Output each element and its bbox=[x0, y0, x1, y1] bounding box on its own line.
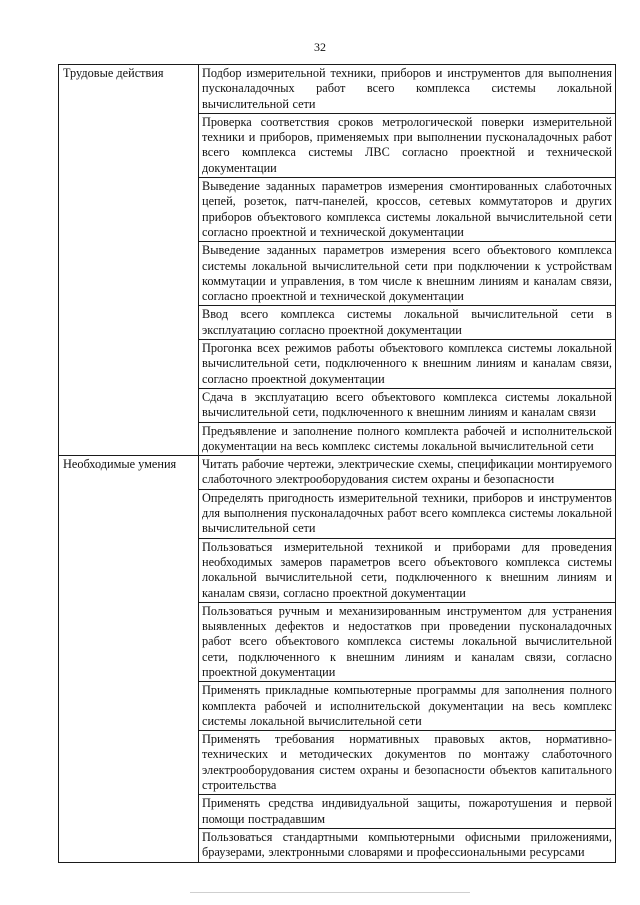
skill-item: Пользоваться стандартными компьютерными офисными приложениями, браузерами, электронными словарями и профессиональными ресурсами bbox=[199, 828, 616, 862]
table-row bbox=[59, 65, 616, 114]
skill-item: Применять прикладные компьютерные программы для заполнения полного комплекта рабочей и исполнительской документации на весь комплекс системы локальной вычислительной сети bbox=[199, 682, 616, 731]
skill-item: Пользоваться измерительной техникой и приборами для проведения необходимых замеров параметров всего объектового комплекса системы локальной вычислительной сети, подключенного к внешним линиям и каналам связи, согласно проектной документации bbox=[199, 538, 616, 602]
labor-action-item: Выведение заданных параметров измерения смонтированных слаботочных цепей, розеток, патч-панелей, кроссов, сетевых коммутаторов и других приборов объектового комплекса системы локальной вычислительной сети согласно проектной и технической документации bbox=[199, 178, 616, 242]
section-label-required-skills: Необходимые умения bbox=[59, 456, 199, 862]
skill-item: Применять требования нормативных правовых актов, нормативно-технических и методических документов по монтажу слаботочного электрооборудования систем охраны и безопасности объектов капитального строительства bbox=[199, 731, 616, 795]
table-row bbox=[59, 456, 616, 490]
page-number: 32 bbox=[314, 40, 326, 54]
skill-item: Читать рабочие чертежи, электрические схемы, спецификации монтируемого слаботочного электрооборудования систем охраны и безопасности bbox=[199, 456, 616, 490]
labor-action-item: Подбор измерительной техники, приборов и инструментов для выполнения пусконаладочных работ всего комплекса системы локальной вычислительной сети bbox=[199, 65, 616, 114]
skill-item: Применять средства индивидуальной защиты, пожаротушения и первой помощи пострадавшим bbox=[199, 795, 616, 829]
page-bottom-rule bbox=[190, 892, 470, 893]
labor-action-item: Прогонка всех режимов работы объектового комплекса системы локальной вычислительной сети, подключенного к внешним линиям и каналам связи, согласно проектной документации bbox=[199, 340, 616, 389]
labor-action-item: Предъявление и заполнение полного комплекта рабочей и исполнительской документации на весь комплекс системы локальной вычислительной сети bbox=[199, 422, 616, 456]
section-label-labor-actions: Трудовые действия bbox=[59, 65, 199, 456]
labor-action-item: Проверка соответствия сроков метрологической поверки измерительной техники и приборов, применяемых при выполнении пусконаладочных работ всего комплекса системы ЛВС согласно проектной и технической документации bbox=[199, 113, 616, 177]
labor-action-item: Выведение заданных параметров измерения всего объектового комплекса системы локальной вычислительной сети при подключении к устройствам коммутации и управления, в том числе к внешним линиям и каналам связи, согласно проектной и технической документации bbox=[199, 242, 616, 306]
labor-action-item: Сдача в эксплуатацию всего объектового комплекса системы локальной вычислительной сети, подключенного к внешним линиям и каналам связи bbox=[199, 388, 616, 422]
labor-function-table bbox=[58, 64, 616, 863]
skill-item: Пользоваться ручным и механизированным инструментом для устранения выявленных дефектов и недостатков при проведении пусконаладочных работ всего объектового комплекса системы локальной вычислительной сети, подключенного к внешним линиям и каналам связи, согласно проектной документации bbox=[199, 602, 616, 681]
labor-action-item: Ввод всего комплекса системы локальной вычислительной сети в эксплуатацию согласно проектной документации bbox=[199, 306, 616, 340]
skill-item: Определять пригодность измерительной техники, приборов и инструментов для выполнения пусконаладочных работ всего комплекса системы локальной вычислительной сети bbox=[199, 489, 616, 538]
